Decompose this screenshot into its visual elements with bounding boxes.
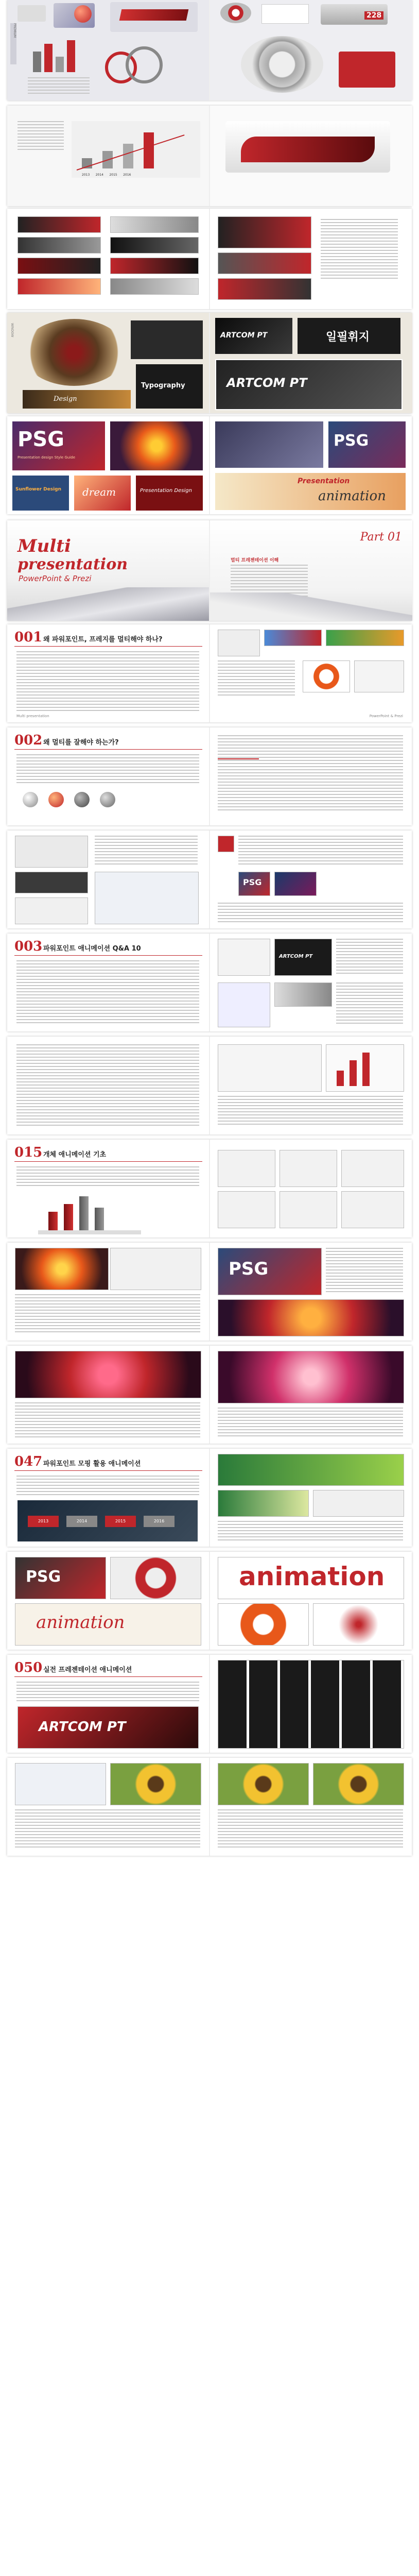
blue-cover	[12, 476, 69, 511]
lesson-number: 001	[14, 630, 43, 645]
step-1	[218, 1150, 275, 1187]
psg-slide-text: PSG	[229, 1259, 269, 1279]
presentation-text: Presentation	[298, 477, 350, 485]
page-left	[7, 727, 210, 825]
donut-chart	[220, 3, 251, 23]
multi-title: Multi	[18, 536, 71, 556]
body-text-right	[326, 1248, 403, 1294]
icon-box	[218, 836, 234, 852]
year-2015: 2015	[105, 1516, 136, 1527]
psg-cover-2	[328, 421, 406, 468]
screenshot-a	[218, 939, 270, 976]
orb-1	[23, 792, 38, 807]
page-right	[210, 1140, 412, 1238]
banner-4	[18, 278, 101, 295]
chart-title-block	[18, 121, 64, 178]
ation-slide	[218, 1557, 404, 1599]
sunburst-cover	[110, 421, 203, 470]
swoosh-decoration-right	[210, 592, 412, 621]
text-block	[28, 77, 90, 96]
body-text-right	[218, 1408, 403, 1438]
flower-title: Sunflower Design	[15, 487, 62, 492]
bar-chart-3d	[28, 36, 84, 72]
page-left	[7, 1243, 210, 1341]
spread-images-1	[7, 1243, 412, 1341]
lesson-title: 실전 프레젠테이션 애니메이션	[43, 1666, 132, 1674]
typography-text: Typography	[141, 382, 185, 389]
page-left	[7, 520, 210, 621]
body-text	[95, 836, 198, 867]
body-text	[16, 960, 199, 1025]
psg-anim-1	[15, 1557, 106, 1599]
psg-large	[274, 872, 317, 896]
presentation-title: presentation	[18, 555, 128, 573]
flower-image-1	[15, 1248, 109, 1290]
lesson-title: 왜 파워포인트, 프레지를 멀티해야 하나?	[43, 636, 163, 643]
banner-10	[218, 252, 311, 274]
text-block	[321, 219, 398, 281]
page-left	[7, 313, 210, 413]
step-3	[341, 1150, 404, 1187]
page-left	[7, 831, 210, 928]
dream-cover	[74, 476, 131, 511]
step-2	[280, 1150, 337, 1187]
spread-part-title	[7, 520, 412, 621]
part-label: Part 01	[360, 531, 402, 544]
chart-screenshot	[326, 1044, 404, 1092]
artcom-screen	[274, 939, 332, 976]
year-2016: 2016	[144, 1516, 174, 1527]
psg-cover	[12, 421, 105, 470]
table-screenshot	[218, 1044, 322, 1092]
ppt-window-2	[15, 872, 88, 893]
orb-3	[74, 792, 90, 807]
page-right	[210, 1346, 412, 1444]
artcom-thumb	[215, 318, 292, 354]
screenshot-3	[326, 630, 404, 646]
psg-small-text: PSG	[243, 877, 262, 887]
body-text-right	[218, 1096, 403, 1127]
body-text-right-2	[336, 982, 403, 1024]
ring-anim	[110, 1557, 201, 1599]
page-left	[7, 0, 210, 100]
red-dot-slide	[313, 1603, 404, 1646]
body-text	[15, 1809, 200, 1848]
green-slide	[218, 1454, 404, 1486]
page-left	[7, 1552, 210, 1650]
banner-6	[110, 237, 199, 253]
spread-lesson-015	[7, 1140, 412, 1238]
lesson-number: 050	[14, 1660, 43, 1675]
step-5	[280, 1191, 337, 1228]
divider	[14, 1470, 202, 1471]
lesson-number: 015	[14, 1145, 43, 1160]
design-text: Design	[54, 395, 77, 403]
lesson-number: 002	[14, 733, 43, 748]
step-4	[218, 1191, 275, 1228]
tick-2015: 2015	[109, 173, 117, 177]
thumb-plate	[18, 5, 46, 22]
body-text-right	[238, 836, 403, 867]
lesson-title: 파워포인트 애니메이션 Q&A 10	[43, 945, 141, 953]
lesson-title: 왜 멀티를 잘해야 하는가?	[43, 739, 119, 747]
spread-premium-1	[7, 0, 412, 100]
spread-lesson-050	[7, 1655, 412, 1753]
spread-screens-1	[7, 831, 412, 928]
banner-9	[218, 216, 311, 248]
spread-typo-anim	[7, 1552, 412, 1650]
body-text	[16, 1476, 199, 1496]
body-text-right	[218, 735, 403, 812]
dream-text: dream	[82, 486, 116, 498]
banner-8	[110, 278, 199, 295]
animation-cover	[215, 473, 406, 510]
spread-screens-2	[7, 1037, 412, 1134]
divider	[14, 955, 202, 956]
spread-banners	[7, 209, 412, 309]
page-left	[7, 1655, 210, 1753]
red-banner	[119, 9, 189, 21]
typography-thumb	[136, 364, 203, 409]
dark-thumb	[131, 320, 203, 359]
design-strip	[23, 390, 131, 409]
lesson-number: 047	[14, 1454, 43, 1469]
lesson-title: 파워포인트 모핑 활용 애니메이션	[43, 1460, 141, 1468]
pink-burst	[15, 1351, 201, 1398]
divider	[14, 646, 202, 647]
screenshot-b	[218, 982, 270, 1027]
spread-premium-2	[7, 106, 412, 206]
psg-title-2: PSG	[334, 432, 369, 450]
banner-11	[218, 278, 311, 300]
spread-lesson-002	[7, 727, 412, 825]
subtitle: PowerPoint & Prezi	[19, 574, 92, 583]
folio-left: Multi presentation	[16, 714, 49, 718]
spread-window	[7, 313, 412, 413]
orb-2	[48, 792, 64, 807]
body-text-right	[218, 660, 295, 697]
red-panel	[339, 52, 395, 88]
timeline-slide	[18, 1500, 198, 1541]
animation-type-slide	[15, 1603, 201, 1646]
swoosh-decoration	[7, 587, 210, 621]
disc-graphic	[241, 36, 323, 93]
panel-screenshot	[15, 1763, 106, 1805]
mosaic-cover	[215, 421, 323, 468]
body-text-right	[218, 1809, 403, 1848]
page-right	[210, 1243, 412, 1341]
premium-label: PREMIUM	[10, 23, 16, 64]
accent	[218, 758, 259, 759]
screenshot-5	[354, 660, 404, 692]
ppt-window-1	[15, 836, 88, 868]
step-6	[341, 1191, 404, 1228]
psg-slide	[218, 1248, 322, 1295]
body-text-right	[336, 939, 403, 975]
dialog-screenshot	[95, 872, 199, 924]
page-right	[210, 831, 412, 928]
artcom-cover-text: ARTCOM PT	[226, 376, 307, 390]
artcom-cover	[215, 359, 403, 410]
pillar-chart	[38, 1191, 172, 1232]
psg-small	[238, 872, 270, 896]
presentation-design-cover	[136, 476, 203, 511]
spread-lesson-003	[7, 934, 412, 1031]
slide-image-1	[110, 1248, 201, 1290]
psg-sub: Presentation design Style Guide	[18, 455, 75, 460]
korean-stamp-text: 일필휘지	[326, 331, 370, 344]
spread-lesson-001	[7, 624, 412, 722]
screenshot-2	[264, 630, 322, 646]
tick-2016: 2016	[123, 173, 131, 177]
body-text	[15, 1402, 200, 1438]
page-left	[7, 1758, 210, 1856]
body-text	[16, 754, 199, 785]
page-right	[210, 1449, 412, 1547]
banner-3	[18, 258, 101, 274]
ppt-window-3	[15, 897, 88, 924]
artcom-academy-text: ARTCOM PT	[39, 1719, 126, 1735]
page-left	[7, 934, 210, 1031]
page-left	[7, 1449, 210, 1547]
page-left	[7, 1037, 210, 1134]
window-label: WINDOW	[10, 323, 14, 337]
page-right	[210, 1037, 412, 1134]
page-left	[7, 1140, 210, 1238]
artcom-text: ARTCOM PT	[220, 331, 268, 340]
body-text	[15, 1294, 200, 1333]
body-text-right-2	[218, 903, 403, 923]
info-card	[261, 4, 309, 24]
psg-anim-text: PSG	[26, 1568, 61, 1586]
page-left	[7, 209, 210, 309]
calligraphy-thumb	[298, 318, 400, 354]
page-left	[7, 416, 210, 514]
chart-x-labels	[82, 173, 131, 177]
banner-7	[110, 258, 199, 274]
body-text	[16, 1166, 199, 1187]
badge-number: 228	[364, 11, 383, 20]
page-right	[210, 1758, 412, 1856]
green-slide-2	[218, 1490, 309, 1517]
orb-4	[100, 792, 115, 807]
page-right	[210, 624, 412, 722]
psg-title: PSG	[18, 428, 64, 451]
year-2014: 2014	[66, 1516, 97, 1527]
page-left	[7, 106, 210, 206]
sunflower-2	[218, 1763, 309, 1805]
spread-images-2	[7, 1346, 412, 1444]
orange-ring	[218, 1603, 309, 1646]
blank-tail	[0, 1860, 419, 2576]
animation-text: animation	[318, 488, 386, 504]
lesson-number: 003	[14, 939, 43, 954]
body-text	[16, 1682, 199, 1702]
page-right	[210, 0, 412, 100]
page-right	[210, 416, 412, 514]
page-right	[210, 1552, 412, 1650]
ation-text: animation	[239, 1562, 385, 1591]
page-right	[210, 106, 412, 206]
animation-big-text: animation	[36, 1612, 125, 1633]
screenshot-c	[274, 982, 332, 1007]
growth-chart	[72, 121, 200, 178]
page-left	[7, 1346, 210, 1444]
page-right	[210, 209, 412, 309]
year-2013: 2013	[28, 1516, 59, 1527]
screenshot-4	[303, 660, 350, 692]
body-text	[16, 1044, 199, 1127]
sunflower-1	[110, 1763, 201, 1805]
grunge-circle	[23, 319, 126, 386]
page-right	[210, 1655, 412, 1753]
page-right	[210, 520, 412, 621]
banner-5	[110, 216, 199, 233]
page-right	[210, 934, 412, 1031]
lesson-title: 개체 애니메이션 기초	[43, 1151, 107, 1159]
page-right	[210, 727, 412, 825]
spread-psg	[7, 416, 412, 514]
spread-lesson-047	[7, 1449, 412, 1547]
page-left	[7, 624, 210, 722]
spread-sunflower	[7, 1758, 412, 1856]
red-swoosh	[241, 137, 375, 162]
artcom-screen-text: ARTCOM PT	[279, 954, 313, 959]
tick-2014: 2014	[95, 173, 104, 177]
screenshot-1	[218, 630, 260, 656]
banner-2	[18, 237, 101, 253]
toc-heading: 멀티 프레젠테이션 이해	[231, 558, 279, 563]
artcom-academy-slide	[18, 1706, 199, 1749]
sunflower-3	[313, 1763, 404, 1805]
pink-burst-2	[218, 1351, 404, 1403]
banner-1	[18, 216, 101, 233]
red-orb	[74, 5, 92, 23]
divider	[14, 1161, 202, 1162]
folio-right: PowerPoint & Prezi	[369, 714, 403, 718]
tick-2013: 2013	[82, 173, 90, 177]
body-text	[16, 651, 199, 713]
divider	[14, 749, 202, 750]
divider	[14, 1676, 202, 1677]
frame-sequence	[218, 1660, 404, 1749]
rings	[105, 41, 172, 82]
body-text-right	[218, 1521, 403, 1541]
page-right	[210, 313, 412, 413]
presentation-design-text: Presentation Design	[140, 488, 192, 494]
grey-slide	[313, 1490, 404, 1517]
burst-image	[218, 1299, 404, 1336]
